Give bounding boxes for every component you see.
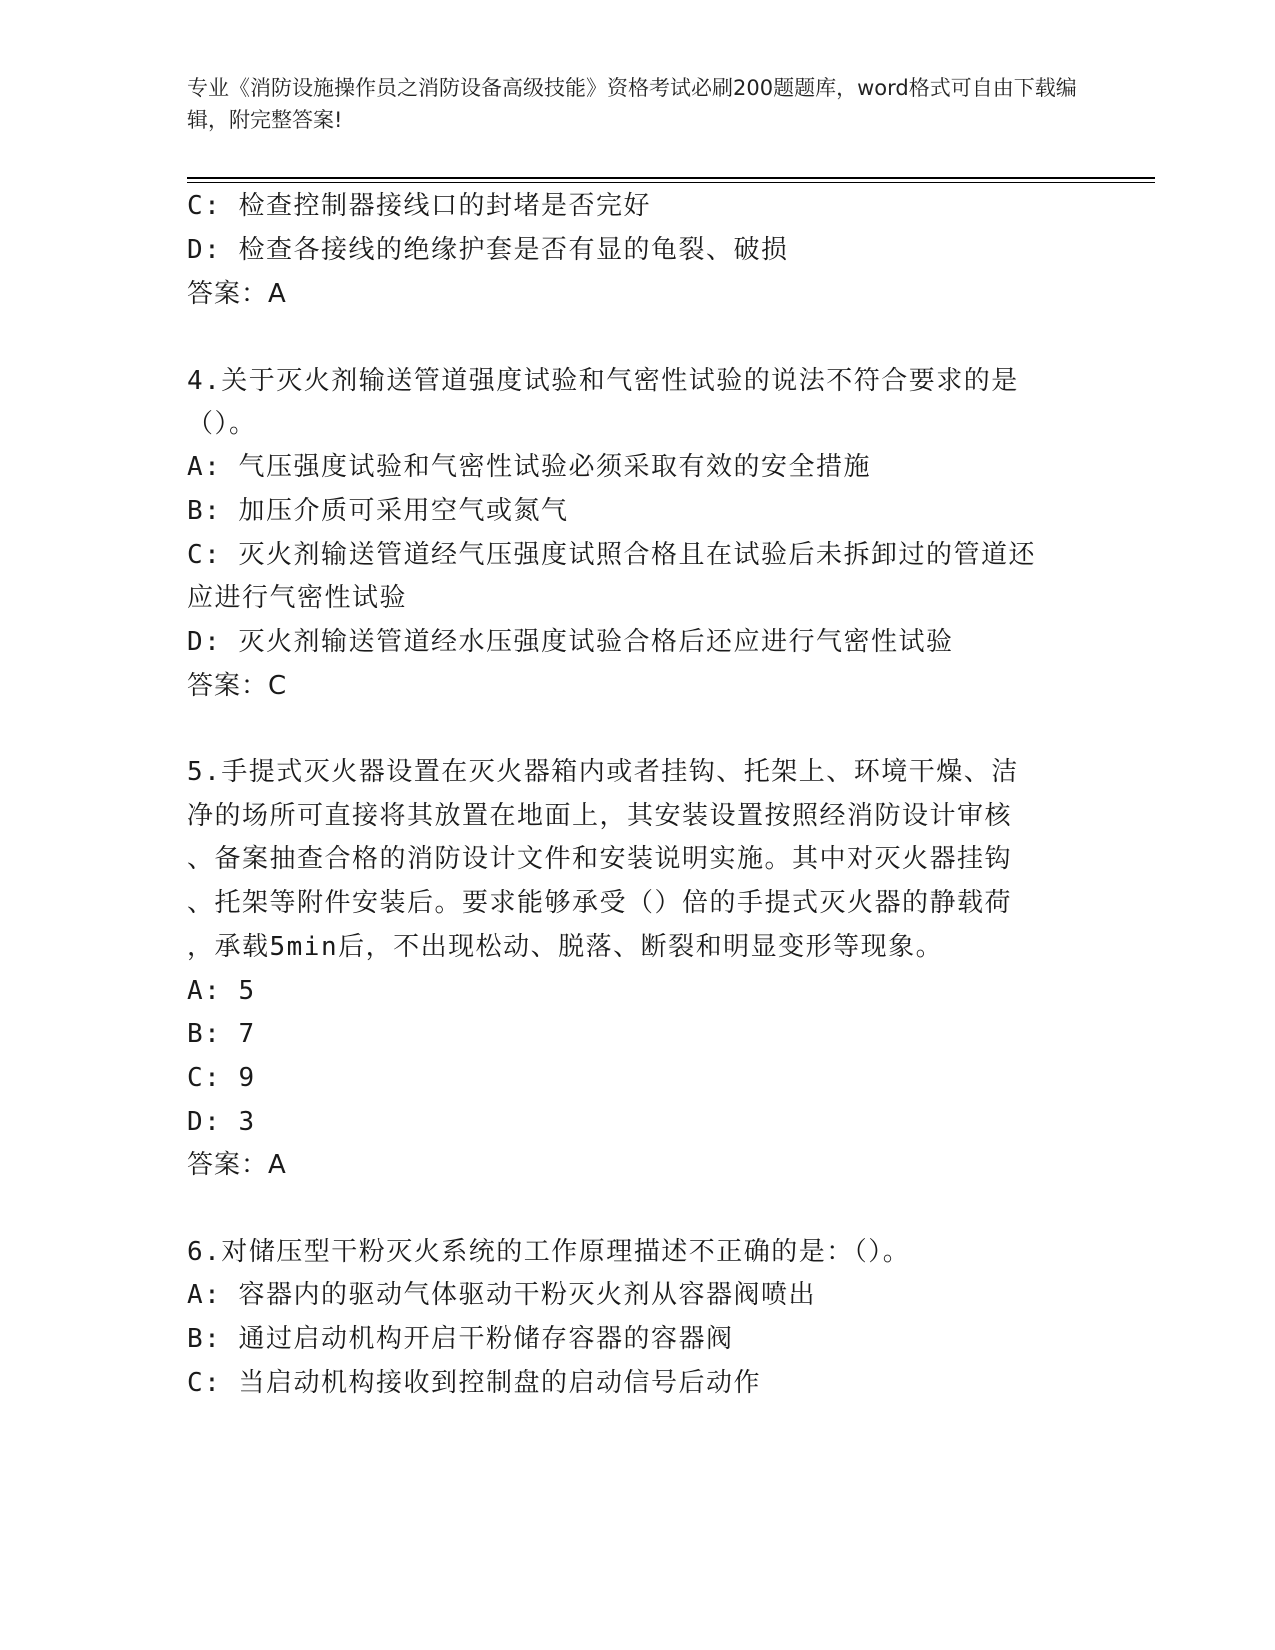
q4-option-a: A: 气压强度试验和气密性试验必须采取有效的安全措施: [187, 452, 871, 482]
q4-stem-line2: （）。: [187, 409, 257, 439]
q5-option-c: C: 9: [187, 1063, 256, 1093]
q5-option-d: D: 3: [187, 1107, 256, 1137]
q5-option-b: B: 7: [187, 1019, 256, 1049]
q5-stem-line2: 净的场所可直接将其放置在地面上，其安装设置按照经消防设计审核: [187, 801, 1013, 831]
q3-option-d: D: 检查各接线的绝缘护套是否有显的龟裂、破损: [187, 235, 789, 265]
q4-answer: 答案：C: [187, 671, 288, 701]
q3-option-c: C: 检查控制器接线口的封堵是否完好: [187, 191, 651, 221]
q5-stem-line5: ，承载5min后，不出现松动、脱落、断裂和明显变形等现象。: [187, 932, 944, 962]
q5-answer: 答案：A: [187, 1150, 287, 1180]
q4-option-c-line1: C: 灭火剂输送管道经气压强度试照合格且在试验后未拆卸过的管道还: [187, 540, 1036, 570]
header-rule-thin: [187, 182, 1155, 183]
q5-stem-line4: 、托架等附件安装后。要求能够承受（）倍的手提式灭火器的静载荷: [187, 888, 1013, 918]
q5-stem-line1: 5.手提式灭火器设置在灭火器箱内或者挂钩、托架上、环境干燥、洁: [187, 757, 1019, 787]
document-header: 专业《消防设施操作员之消防设备高级技能》资格考试必刷200题题库，word格式可自由下载编辑，附完整答案!: [187, 76, 1077, 132]
q6-option-a: A: 容器内的驱动气体驱动干粉灭火剂从容器阀喷出: [187, 1280, 816, 1310]
header-rule-thick: [187, 177, 1155, 179]
q4-option-d: D: 灭火剂输送管道经水压强度试验合格后还应进行气密性试验: [187, 627, 954, 657]
q3-answer: 答案：A: [187, 279, 287, 309]
q5-option-a: A: 5: [187, 976, 256, 1006]
q4-option-b: B: 加压介质可采用空气或氮气: [187, 496, 569, 526]
q6-option-b: B: 通过启动机构开启干粉储存容器的容器阀: [187, 1324, 734, 1354]
q5-stem-line3: 、备案抽查合格的消防设计文件和安装说明实施。其中对灭火器挂钩: [187, 844, 1013, 874]
q6-option-c: C: 当启动机构接收到控制盘的启动信号后动作: [187, 1368, 761, 1398]
q4-stem-line1: 4.关于灭火剂输送管道强度试验和气密性试验的说法不符合要求的是: [187, 366, 1019, 396]
q6-stem: 6.对储压型干粉灭火系统的工作原理描述不正确的是：（）。: [187, 1237, 911, 1267]
q4-option-c-line2: 应进行气密性试验: [187, 583, 408, 613]
